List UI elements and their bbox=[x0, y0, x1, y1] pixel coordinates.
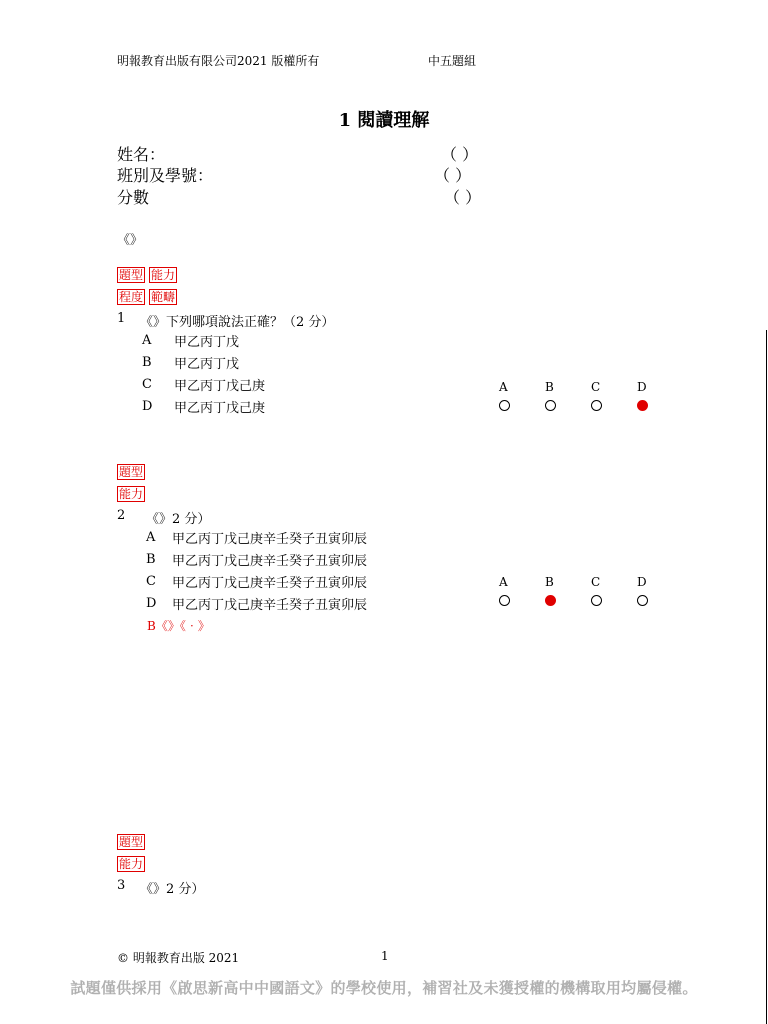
score-label: 分數 bbox=[117, 188, 150, 207]
page-title: 1 閱讀理解 bbox=[338, 110, 430, 131]
option-text: 甲乙丙丁戊己庚辛壬癸子丑寅卯辰 bbox=[172, 553, 368, 569]
q3-stem: 《》2 分） bbox=[140, 882, 205, 897]
answer-letter: C bbox=[591, 575, 601, 589]
tag-box: 題型 bbox=[119, 834, 144, 849]
option-text: 甲乙丙丁戊己庚辛壬癸子丑寅卯辰 bbox=[172, 575, 368, 591]
header-right: 中五題組 bbox=[428, 54, 477, 68]
q1-stem: 《》下列哪項說法正確？（2 分） bbox=[140, 315, 335, 330]
option-row bbox=[146, 526, 367, 548]
tag-box: 題型 bbox=[119, 464, 144, 479]
tag-box: 能力 bbox=[119, 856, 144, 871]
answer-bubble-a[interactable] bbox=[499, 400, 510, 411]
option-text: 甲乙丙丁戊己庚辛壬癸子丑寅卯辰 bbox=[172, 531, 368, 547]
option-text: 甲乙丙丁戊己庚 bbox=[174, 400, 266, 416]
option-letter: C bbox=[146, 573, 156, 589]
q2-answer-note: B《》《‧》 bbox=[147, 619, 210, 633]
q1-options bbox=[142, 329, 265, 417]
name-label: 姓名： bbox=[117, 145, 166, 164]
option-row bbox=[146, 592, 367, 614]
option-letter: A bbox=[146, 529, 156, 545]
answer-letter: A bbox=[499, 380, 508, 394]
score-bracket: （ ） bbox=[444, 188, 482, 207]
name-bracket: （ ） bbox=[441, 145, 479, 164]
option-letter: D bbox=[146, 595, 157, 611]
q2-tags-row1 bbox=[117, 464, 145, 480]
option-row bbox=[146, 548, 367, 570]
tag-box: 能力 bbox=[151, 267, 176, 282]
option-row bbox=[146, 570, 367, 592]
class-bracket: （ ） bbox=[434, 166, 472, 185]
q2-number: 2 bbox=[117, 508, 126, 523]
option-text: 甲乙丙丁戊己庚辛壬癸子丑寅卯辰 bbox=[172, 597, 368, 613]
answer-letter: A bbox=[499, 575, 508, 589]
option-text: 甲乙丙丁戊己庚 bbox=[174, 378, 266, 394]
q2-answer-grid bbox=[499, 572, 683, 612]
option-letter: B bbox=[142, 354, 152, 370]
option-row bbox=[142, 329, 265, 351]
option-row bbox=[142, 373, 265, 395]
tag-box: 程度 bbox=[119, 289, 144, 304]
answer-letter: C bbox=[591, 380, 601, 394]
q1-tags-row1 bbox=[117, 267, 177, 283]
answer-bubble-d-selected[interactable] bbox=[637, 400, 648, 411]
tag-box: 範疇 bbox=[151, 289, 176, 304]
q1-tags-row2 bbox=[117, 289, 177, 305]
class-label: 班別及學號： bbox=[117, 166, 214, 185]
option-letter: A bbox=[142, 332, 152, 348]
answer-letter: B bbox=[545, 380, 554, 394]
q2-stem: 《》2 分） bbox=[146, 512, 211, 527]
answer-bubble-d[interactable] bbox=[637, 595, 648, 606]
watermark-notice: 試題僅供採用《啟思新高中中國語文》的學校使用，補習社及未獲授權的機構取用均屬侵權。 bbox=[70, 979, 698, 997]
option-letter: B bbox=[146, 551, 156, 567]
page-edge-divider bbox=[766, 330, 767, 1024]
option-row bbox=[142, 395, 265, 417]
answer-bubble-b-selected[interactable] bbox=[545, 595, 556, 606]
option-text: 甲乙丙丁戊 bbox=[174, 356, 240, 372]
option-letter: D bbox=[142, 398, 153, 414]
passage-reference: 《》 bbox=[117, 233, 144, 248]
q2-tags-row2 bbox=[117, 486, 145, 502]
tag-box: 題型 bbox=[119, 267, 144, 282]
q1-answer-grid bbox=[499, 377, 683, 417]
footer-copyright: © 明報教育出版 2021 bbox=[117, 951, 240, 965]
answer-letter: D bbox=[637, 380, 647, 394]
footer-page-number: 1 bbox=[381, 949, 389, 963]
answer-bubble-a[interactable] bbox=[499, 595, 510, 606]
answer-letter: B bbox=[545, 575, 554, 589]
option-row bbox=[142, 351, 265, 373]
tag-box: 能力 bbox=[119, 486, 144, 501]
q2-options bbox=[146, 526, 367, 614]
option-letter: C bbox=[142, 376, 152, 392]
q3-tags-row1 bbox=[117, 834, 145, 850]
q1-number: 1 bbox=[117, 311, 126, 326]
answer-bubble-c[interactable] bbox=[591, 400, 602, 411]
answer-bubble-b[interactable] bbox=[545, 400, 556, 411]
answer-bubble-c[interactable] bbox=[591, 595, 602, 606]
q3-number: 3 bbox=[117, 878, 126, 893]
answer-letter: D bbox=[637, 575, 647, 589]
q3-tags-row2 bbox=[117, 856, 145, 872]
header-left: 明報教育出版有限公司2021 版權所有 bbox=[117, 54, 320, 68]
option-text: 甲乙丙丁戊 bbox=[174, 334, 240, 350]
